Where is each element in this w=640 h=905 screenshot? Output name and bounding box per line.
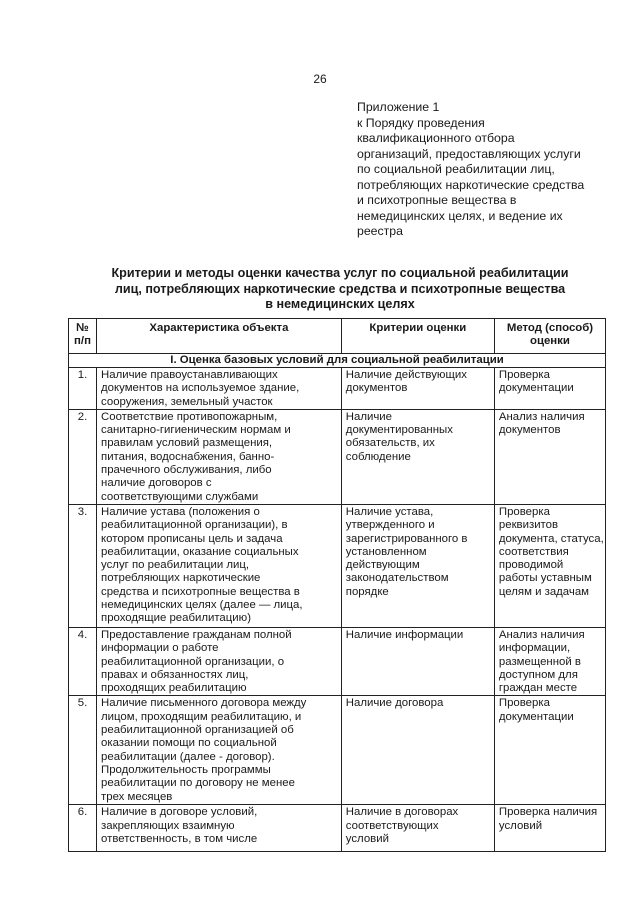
row-method: Проверка наличия условий — [494, 805, 605, 852]
row-method: Анализ наличия информации, размещенной в доступном для граждан месте — [494, 627, 605, 695]
header-characteristic: Характеристика объекта — [97, 319, 342, 354]
row-method: Анализ наличия документов — [494, 409, 605, 504]
row-num: 2. — [69, 409, 97, 504]
table-row — [69, 504, 606, 627]
appendix-line: квалификационного отбора — [357, 131, 515, 145]
row-num: 3. — [69, 504, 97, 627]
section-title: I. Оценка базовых условий для социальной реабилитации — [69, 354, 606, 368]
row-criteria: Наличие договора — [341, 696, 494, 805]
row-characteristic: Предоставление гражданам полной информации о работе реабилитационной организации, о правах и обязанностях лиц, проходящих реабилитацию — [97, 627, 342, 695]
table-row — [69, 696, 606, 805]
row-characteristic: Наличие правоустанавливающих документов на используемое здание, сооружения, земельный участок — [97, 368, 342, 410]
row-criteria: Наличие устава, утвержденного и зарегистрированного в установленном действующим законодательством порядке — [341, 504, 494, 627]
appendix-line: потребляющих наркотические средства — [357, 177, 585, 192]
row-criteria: Наличие в договорах соответствующих условий — [341, 805, 494, 852]
row-characteristic: Наличие письменного договора между лицом, проходящим реабилитацию, и реабилитационной организацией об оказании помощи по социальной реабилитации (далее - договор). Продолжительность программы реабилитации по договору не менее трех месяцев — [97, 696, 342, 805]
row-method: Проверка реквизитов документа, статуса, соответствия проводимой работы уставным целям и задачам — [494, 504, 605, 627]
title-line: Критерии и методы оценки качества услуг по социальной реабилитации — [111, 266, 569, 280]
row-criteria: Наличие документированных обязательств, их соблюдение — [341, 409, 494, 504]
table-row — [69, 805, 606, 852]
appendix-line: немедицинских целях, и ведение их — [357, 208, 563, 223]
appendix-line: и психотропные вещества в — [357, 193, 517, 207]
appendix-line: организаций, предоставляющих услуги — [357, 146, 581, 161]
header-num: № п/п — [69, 319, 97, 354]
row-num: 6. — [69, 805, 97, 852]
section-row — [69, 354, 606, 368]
table-row — [69, 627, 606, 695]
table-row — [69, 368, 606, 410]
appendix-line: по социальной реабилитации лиц, — [357, 162, 555, 176]
appendix-line: реестра — [357, 224, 403, 238]
title-line: в немедицинских целях — [265, 297, 415, 311]
row-num: 5. — [69, 696, 97, 805]
row-num: 4. — [69, 627, 97, 695]
row-num: 1. — [69, 368, 97, 410]
title-line: лиц, потребляющих наркотические средства и психотропные вещества — [114, 281, 566, 296]
row-criteria: Наличие информации — [341, 627, 494, 695]
criteria-table — [68, 318, 606, 852]
appendix-note — [357, 100, 607, 240]
appendix-line: Приложение 1 — [357, 100, 440, 114]
row-method: Проверка документации — [494, 368, 605, 410]
header-method: Метод (способ) оценки — [494, 319, 605, 354]
row-characteristic: Соответствие противопожарным, санитарно-гигиеническим нормам и правилам условий размещения, питания, водоснабжения, банно- прачечного обслуживания, либо наличие договоров с соответствующими службами — [97, 409, 342, 504]
row-characteristic: Наличие устава (положения о реабилитационной организации), в котором прописаны цель и задача реабилитации, оказание социальных услуг по реабилитации лиц, потребляющих наркотические средства и психотропные вещества в немедицинских целях (далее — лица, проходящие реабилитацию) — [97, 504, 342, 627]
table-header-row — [69, 319, 606, 354]
row-method: Проверка документации — [494, 696, 605, 805]
appendix-line: к Порядку проведения — [357, 115, 485, 130]
table-row — [69, 409, 606, 504]
page-number: 26 — [313, 72, 327, 86]
header-criteria: Критерии оценки — [341, 319, 494, 354]
row-characteristic: Наличие в договоре условий, закрепляющих взаимную ответственность, в том числе — [97, 805, 342, 852]
document-title — [60, 266, 620, 313]
row-criteria: Наличие действующих документов — [341, 368, 494, 410]
